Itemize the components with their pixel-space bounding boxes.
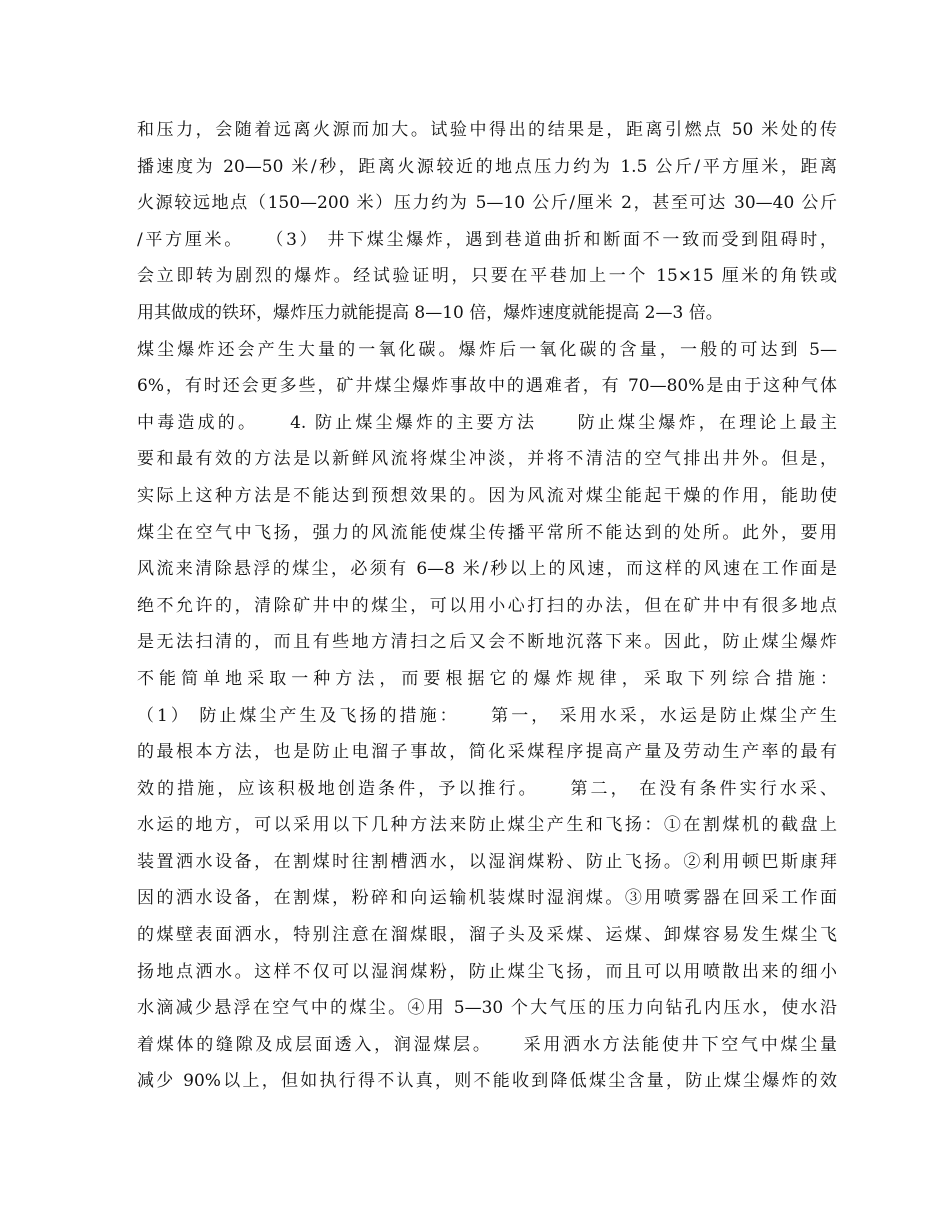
text-line: 着煤体的缝隙及成层面透入，润湿煤层。 采用洒水方法能使井下空气中煤尘量 xyxy=(137,1034,837,1055)
text-line: 水运的地方，可以采用以下几种方法来防止煤尘产生和飞扬：①在割煤机的截盘上 xyxy=(137,815,837,836)
text-line: 要和最有效的方法是以新鲜风流将煤尘冲淡，并将不清洁的空气排出井外。但是， xyxy=(137,449,837,470)
text-line: 水滴减少悬浮在空气中的煤尘。④用 5—30 个大气压的压力向钻孔内压水，使水沿 xyxy=(137,998,837,1019)
text-line: （1） 防止煤尘产生及飞扬的措施： 第一， 采用水采，水运是防止煤尘产生 xyxy=(137,705,837,726)
text-line: 因的洒水设备，在割煤，粉碎和向运输机装煤时湿润煤。③用喷雾器在回采工作面 xyxy=(137,888,837,909)
text-line: 是无法扫清的，而且有些地方清扫之后又会不断地沉落下来。因此，防止煤尘爆炸 xyxy=(137,632,837,653)
text-line: 绝不允许的，清除矿井中的煤尘，可以用小心打扫的办法，但在矿井中有很多地点 xyxy=(137,595,837,616)
text-line: 效的措施，应该积极地创造条件，予以推行。 第二， 在没有条件实行水采、 xyxy=(137,778,837,799)
text-line: 实际上这种方法是不能达到预想效果的。因为风流对煤尘能起干燥的作用，能助使 xyxy=(137,485,837,506)
text-line: 火源较远地点（150—200 米）压力约为 5—10 公斤/厘米 2，甚至可达 30—40 公斤 xyxy=(137,193,837,214)
text-line: /平方厘米。 （3） 井下煤尘爆炸，遇到巷道曲折和断面不一致而受到阻碍时， xyxy=(137,229,837,250)
text-line: 煤尘爆炸还会产生大量的一氧化碳。爆炸后一氧化碳的含量，一般的可达到 5— xyxy=(137,339,837,360)
text-line: 不能简单地采取一种方法，而要根据它的爆炸规律，采取下列综合措施： xyxy=(137,668,837,689)
text-line: 扬地点洒水。这样不仅可以湿润煤粉，防止煤尘飞扬，而且可以用喷散出来的细小 xyxy=(137,961,837,982)
text-line: 会立即转为剧烈的爆炸。经试验证明，只要在平巷加上一个 15×15 厘米的角铁或 xyxy=(137,266,837,287)
text-line: 减少 90%以上，但如执行得不认真，则不能收到降低煤尘含量，防止煤尘爆炸的效 xyxy=(137,1071,837,1092)
text-line: 的最根本方法，也是防止电溜子事故，简化采煤程序提高产量及劳动生产率的最有 xyxy=(137,742,837,763)
text-line: 煤尘在空气中飞扬，强力的风流能使煤尘传播平常所不能达到的处所。此外，要用 xyxy=(137,522,837,543)
text-line: 播速度为 20—50 米/秒，距离火源较近的地点压力约为 1.5 公斤/平方厘米，距离 xyxy=(137,156,837,177)
text-line: 装置洒水设备，在割煤时往割槽洒水，以湿润煤粉、防止飞扬。②利用顿巴斯康拜 xyxy=(137,851,837,872)
text-line: 用其做成的铁环，爆炸压力就能提高 8—10 倍，爆炸速度就能提高 2—3 倍。 xyxy=(137,302,723,323)
text-line: 中毒造成的。 4. 防止煤尘爆炸的主要方法 防止煤尘爆炸，在理论上最主 xyxy=(137,412,837,433)
text-line: 风流来清除悬浮的煤尘，必须有 6—8 米/秒以上的风速，而这样的风速在工作面是 xyxy=(137,559,837,580)
text-line: 的煤壁表面洒水，特别注意在溜煤眼，溜子头及采煤、运煤、卸煤容易发生煤尘飞 xyxy=(137,925,837,946)
text-line: 6%，有时还会更多些，矿井煤尘爆炸事故中的遇难者，有 70—80%是由于这种气体 xyxy=(137,376,837,397)
text-line: 和压力，会随着远离火源而加大。试验中得出的结果是，距离引燃点 50 米处的传 xyxy=(137,120,837,140)
body-text xyxy=(137,112,837,1100)
